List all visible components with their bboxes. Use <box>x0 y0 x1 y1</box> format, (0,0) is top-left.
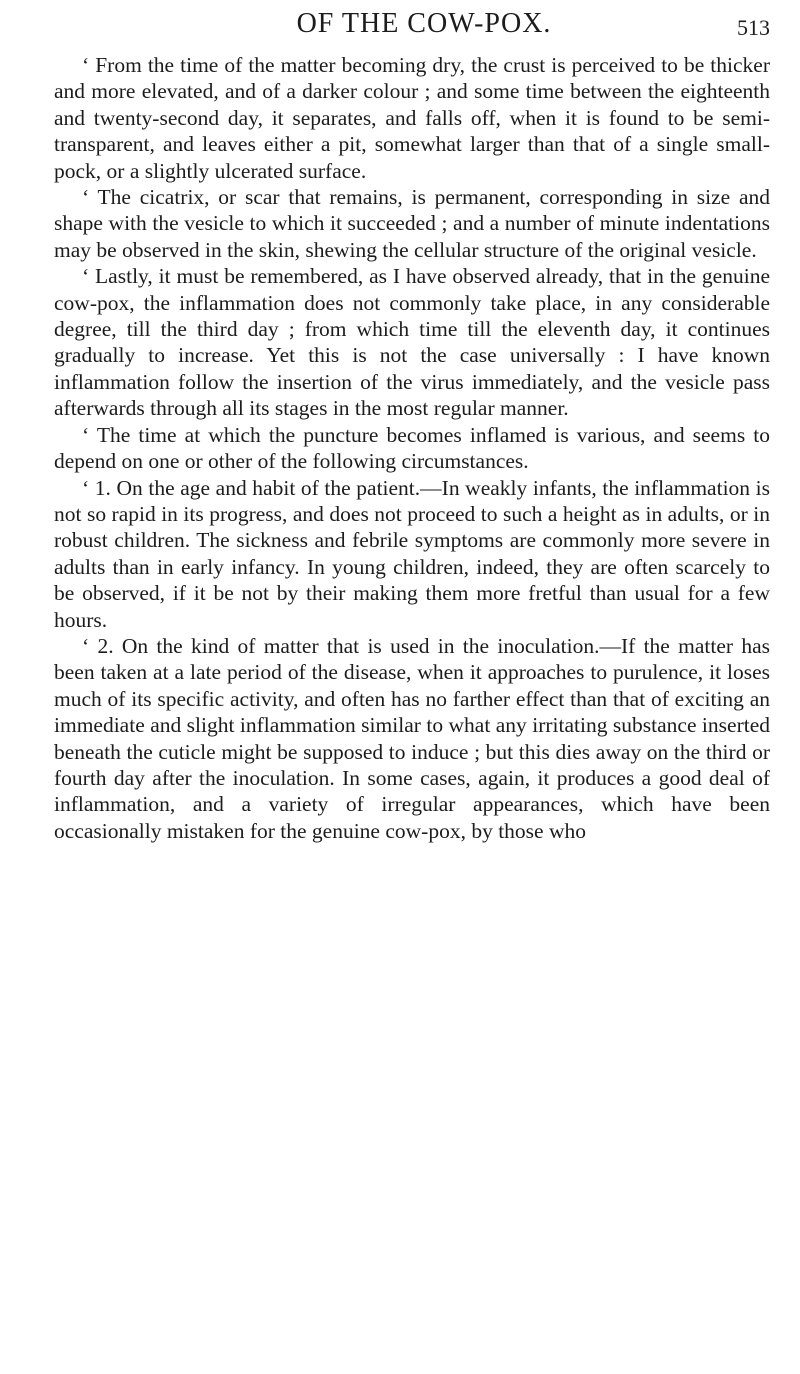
paragraph-age-habit: ‘ 1. On the age and habit of the patient.—In weakly infants, the inflammation is not so rapid in its progress, and does not proceed to such a height as in adults, or in robust children. The sickness and febrile symptoms are commonly more severe in adults than in early infancy. In young children, indeed, they are often scarcely to be observed, if it be not by their making them more fretful than usual for a few hours. <box>54 475 770 632</box>
page-number: 513 <box>737 15 770 40</box>
paragraph-crust: ‘ From the time of the matter becoming dry, the crust is perceived to be thicker and more elevated, and of a darker colour ; and some time between the eighteenth and twenty-second day, it separates, and falls off, when it is found to be semi-transparent, and leaves either a pit, somewhat larger than that of a single small-pock, or a slightly ulcerated surface. <box>54 53 770 183</box>
paragraph-puncture-time: ‘ The time at which the puncture becomes inflamed is various, and seems to depend on one or other of the following circumstances. <box>54 422 770 474</box>
running-head <box>54 4 770 44</box>
running-title: OF THE COW-POX. <box>296 8 552 39</box>
paragraph-cicatrix: ‘ The cicatrix, or scar that remains, is permanent, corresponding in size and shape with the vesicle to which it succeeded ; and a number of minute indentations may be observed in the skin, shewing the cellular structure of the original vesicle. <box>54 185 770 262</box>
paragraph-matter-kind: ‘ 2. On the kind of matter that is used in the inoculation.—If the matter has been taken at a late period of the disease, when it approaches to purulence, it loses much of its specific activity, and often has no farther effect than that of exciting an immediate and slight inflammation similar to what any irritating substance inserted beneath the cuticle might be supposed to induce ; but this dies away on the third or fourth day after the inoculation. In some cases, again, it produces a good deal of inflammation, and a variety of irregular appearances, which have been occasionally mistaken for the genuine cow-pox, by those who <box>54 633 770 843</box>
paragraph-lastly: ‘ Lastly, it must be remembered, as I have observed already, that in the genuine cow-pox, the inflammation does not commonly take place, in any considerable degree, till the third day ; from which time till the eleventh day, it continues gradually to increase. Yet this is not the case universally : I have known inflammation follow the insertion of the virus immediately, and the vesicle pass afterwards through all its stages in the most regular manner. <box>54 264 770 421</box>
body-text <box>54 52 770 844</box>
